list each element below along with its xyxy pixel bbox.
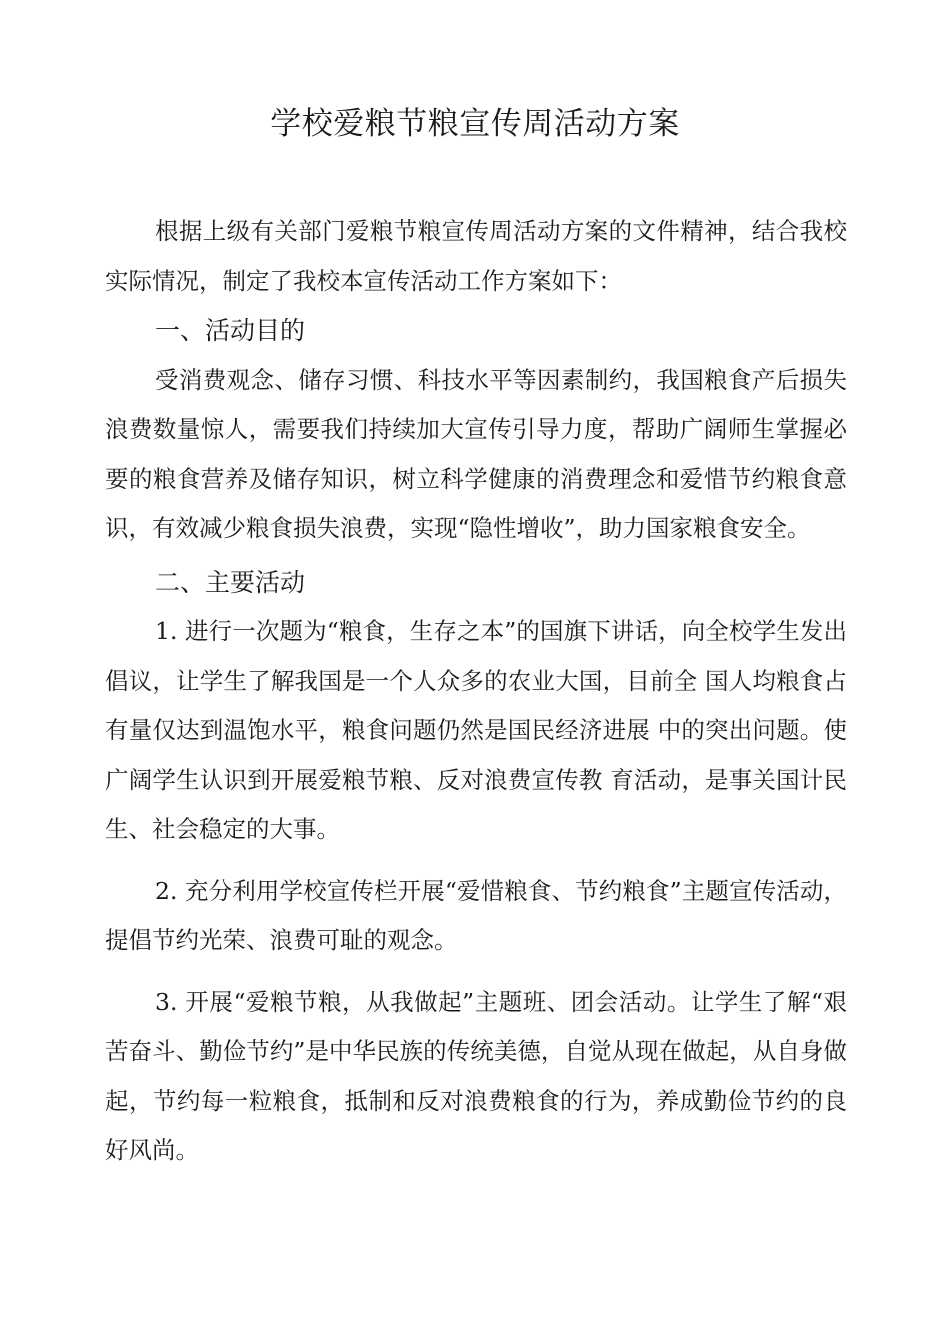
purpose-paragraph: 受消费观念、储存习惯、科技水平等因素制约，我国粮食产后损失浪费数量惊人，需要我们持续加大宣传引导力度，帮助广阔师生掌握必要的粮食营养及储存知识，树立科学健康的消费理念和爱惜节约粮食意识，有效减少粮食损失浪费，实现“隐性增收”，助力国家粮食安全。 [105,365,847,542]
activity-item-1: 1. 进行一次题为“粮食，生存之本”的国旗下讲话，向全校学生发出倡议，让学生了解我国是一个人众多的农业大国，目前全 国人均粮食占有量仅达到温饱水平，粮食问题仍然是国民经济进展 中的突出问题。使广阔学生认识到开展爱粮节粮、反对浪费宣传教 育活动，是事关国计民生、社会稳定的大事。 [105,617,847,843]
document-body [105,207,847,1176]
activity-item-3: 3. 开展“爱粮节粮，从我做起”主题班、团会活动。让学生了解“艰苦奋斗、勤俭节约”是中华民族的传统美德，自觉从现在做起，从自身做起，节约每一粒粮食，抵制和反对浪费粮食的行为，养成勤俭节约的良好风尚。 [105,987,847,1164]
intro-paragraph: 根据上级有关部门爱粮节粮宣传周活动方案的文件精神，结合我校实际情况，制定了我校本宣传活动工作方案如下： [105,217,847,295]
document-title: 学校爱粮节粮宣传周活动方案 [270,106,680,142]
section-heading-activities: 二、主要活动 [155,567,306,597]
activity-item-2: 2. 充分利用学校宣传栏开展“爱惜粮食、节约粮食”主题宣传活动，提倡节约光荣、浪费可耻的观念。 [105,876,847,954]
section-heading-purpose: 一、活动目的 [155,316,306,345]
